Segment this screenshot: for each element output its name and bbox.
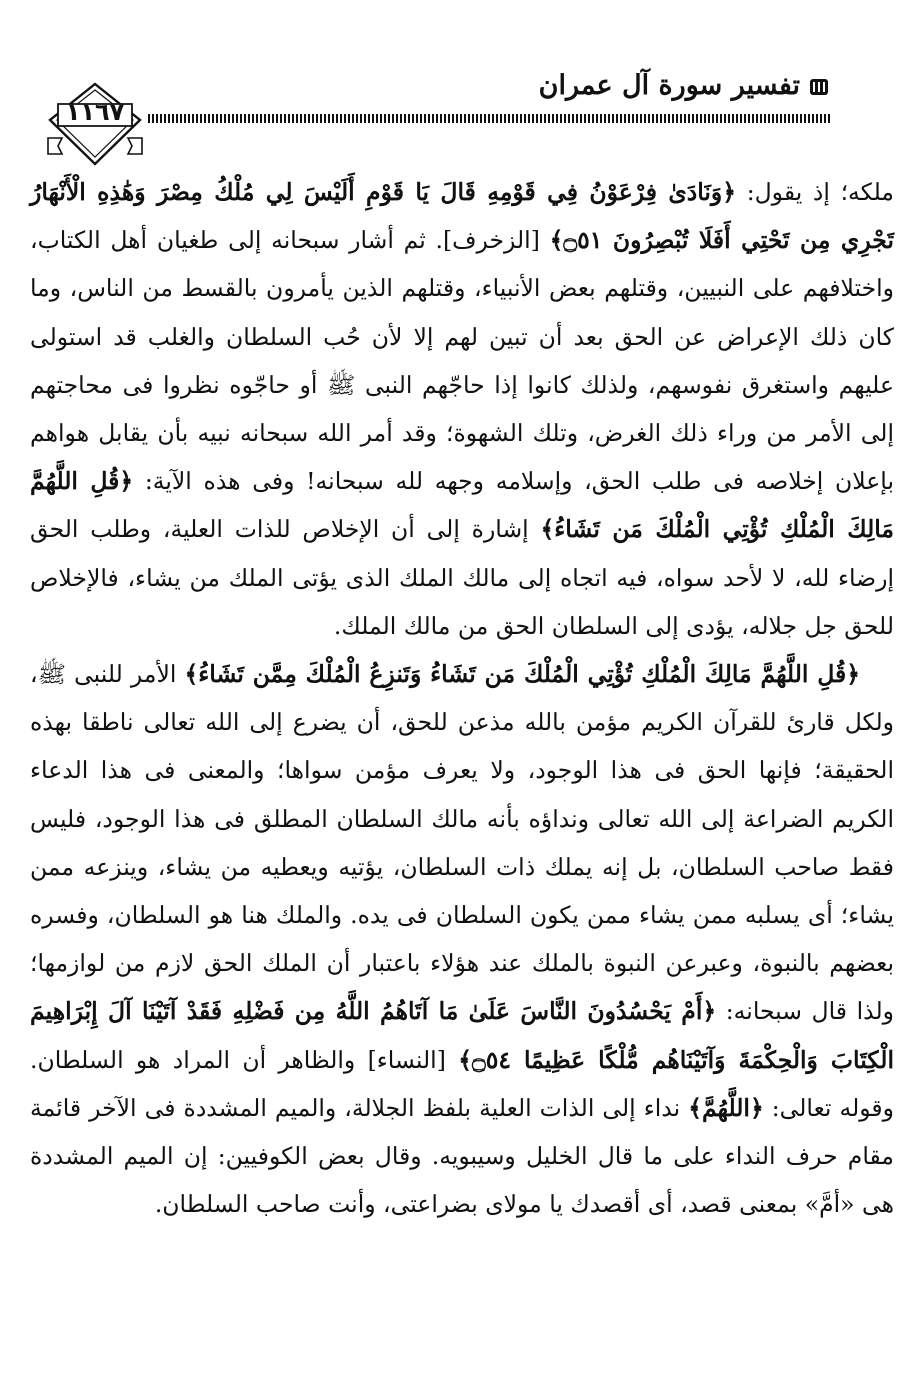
paragraph (30, 650, 894, 1228)
quran-quote: ﴿اللَّهُمَّ﴾ (688, 1093, 764, 1122)
text-run: إشارة إلى أن الإخلاص للذات العلية، وطلب الحق إرضاء لله، لا لأحد سواه، فيه اتجاه إلى مالك الملك الذى يؤتى الملك من يشاء، فالإخلاص للحق جل جلاله، يؤدى إلى السلطان الحق من مالك الملك. (30, 515, 894, 640)
text-run: الأمر للنبى ﷺ، ولكل قارئ للقرآن الكريم مؤمن بالله مذعن للحق، أن يضرع إلى الله تعالى ناطقا بهذه الحقيقة؛ فإنها الحق فى هذا الوجود، ولا يعرف مؤمن سواها؛ والمعنى فى هذا الدعاء الكريم الضراعة إلى الله تعالى ونداؤه بأنه مالك السلطان المطلق فى هذا الوجود، فليس فقط صاحب السلطان، بل إنه يملك ذات السلطان، يؤتيه ويعطيه من يشاء، وينزعه ممن يشاء؛ أى يسلبه ممن يشاء ممن يكون السلطان فى يده. والملك هنا هو السلطان، وفسره بعضهم بالنبوة، وعبرعن النبوة بالملك عند هؤلاء باعتبار أن الملك الحق لازم من لوازمها؛ ولذا قال سبحانه: (30, 660, 895, 1026)
text-run: [النساء] والظاهر أن المراد هو السلطان. وقوله تعالى: (30, 1045, 894, 1122)
page-number-badge (40, 80, 150, 170)
running-title: تفسير سورة آل عمران (538, 70, 800, 101)
body-text (30, 168, 894, 1228)
ornament-icon (808, 76, 830, 98)
page-number: ١١٦٧ (65, 98, 125, 126)
header-rule (148, 114, 832, 123)
paragraph (30, 168, 894, 650)
text-run: نداء إلى الذات العلية بلفظ الجلالة، والميم المشددة فى الآخر قائمة مقام حرف النداء على ما قال الخليل وسيبويه. وقال بعض الكوفيين: إن الميم المشددة هى «أمَّ» بمعنى قصد، أى أقصدك يا مولاى بضراعتى، وأنت صاحب السلطان. (30, 1093, 894, 1219)
quran-quote: ﴿وَنَادَىٰ فِرْعَوْنُ فِي قَوْمِهِ قَالَ يَا قَوْمِ أَلَيْسَ لِي مُلْكُ مِصْرَ وَهَٰذِهِ الْأَنْهَارُ تَجْرِي مِن تَحْتِي أَفَلَا تُبْصِرُونَ ۝٥١﴾ (30, 178, 894, 255)
quran-quote: ﴿أَمْ يَحْسُدُونَ النَّاسَ عَلَىٰ مَا آتَاهُمُ اللَّهُ مِن فَضْلِهِ فَقَدْ آتَيْنَا آلَ إِبْرَاهِيمَ الْكِتَابَ وَالْحِكْمَةَ وَآتَيْنَاهُم مُّلْكًا عَظِيمًا ۝٥٤﴾ (30, 997, 894, 1074)
page-header (30, 58, 830, 168)
text-run: ملكه؛ إذ يقول: (736, 178, 894, 206)
text-run: [الزخرف]. ثم أشار سبحانه إلى طغيان أهل الكتاب، واختلافهم على النبيين، وقتلهم بعض الأنبياء، وقتلهم الذين يأمرون بالقسط من الناس، وما كان ذلك الإعراض عن الحق بعد أن تبين لهم إلا لأن حُب السلطان والغلب قد استولى عليهم واستغرق نفوسهم، ولذلك كانوا إذا حاجّهم النبى ﷺ أو حاجّوه نظروا فى محاجتهم إلى الأمر من وراء ذلك الغرض، وتلك الشهوة؛ وقد أمر الله سبحانه نبيه بأن يقابل هواهم بإعلان إخلاصه فى طلب الحق، وإسلامه وجهه لله سبحانه! وفى هذه الآية: (30, 226, 894, 496)
quran-quote: ﴿قُلِ اللَّهُمَّ مَالِكَ الْمُلْكِ تُؤْتِي الْمُلْكَ مَن تَشَاءُ﴾ (30, 467, 894, 544)
quran-quote: ﴿قُلِ اللَّهُمَّ مَالِكَ الْمُلْكِ تُؤْتِي الْمُلْكَ مَن تَشَاءُ وَتَنزِعُ الْمُلْكَ مِمَّن تَشَاءُ﴾ (184, 660, 861, 689)
